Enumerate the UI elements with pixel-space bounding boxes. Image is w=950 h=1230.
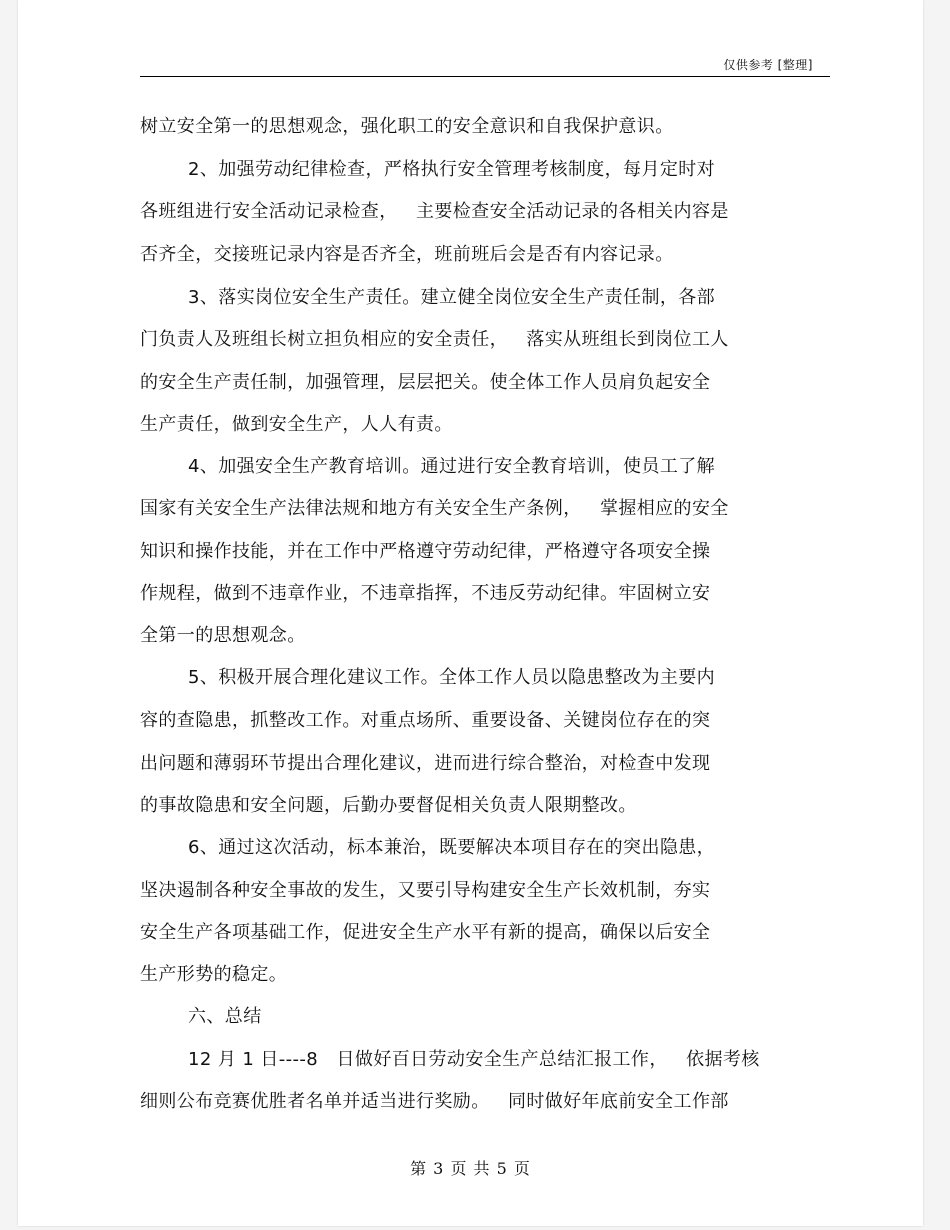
header-label: 仅供参考 [整理]	[723, 58, 813, 72]
body-line: 12 月 1 日----8 日做好百日劳动安全生产总结汇报工作， 依据考核	[188, 1049, 760, 1070]
page-number: 第 3 页 共 5 页	[410, 1159, 531, 1178]
body-line: 各班组进行安全活动记录检查， 主要检查安全活动记录的各相关内容是	[140, 201, 729, 222]
body-line: 树立安全第一的思想观念，强化职工的安全意识和自我保护意识。	[140, 116, 674, 137]
body-line: 容的查隐患，抓整改工作。对重点场所、重要设备、关键岗位存在的突	[140, 710, 711, 731]
body-line: 出问题和薄弱环节提出合理化建议，进而进行综合整治，对检查中发现	[140, 753, 711, 774]
body-line: 知识和操作技能，并在工作中严格遵守劳动纪律，严格遵守各项安全操	[140, 541, 711, 562]
body-line: 5、积极开展合理化建议工作。全体工作人员以隐患整改为主要内	[188, 667, 716, 688]
body-line: 6、通过这次活动，标本兼治，既要解决本项目存在的突出隐患，	[188, 837, 716, 858]
body-line: 全第一的思想观念。	[140, 625, 306, 646]
body-line: 3、落实岗位安全生产责任。建立健全岗位安全生产责任制，各部	[188, 287, 716, 308]
body-line: 国家有关安全生产法律法规和地方有关安全生产条例， 掌握相应的安全	[140, 498, 729, 519]
body-line: 安全生产各项基础工作，促进安全生产水平有新的提高，确保以后安全	[140, 922, 711, 943]
body-line: 的事故隐患和安全问题，后勤办要督促相关负责人限期整改。	[140, 795, 637, 816]
header-divider	[140, 76, 830, 77]
body-line: 的安全生产责任制，加强管理，层层把关。使全体工作人员肩负起安全	[140, 372, 711, 393]
body-line: 门负责人及班组长树立担负相应的安全责任， 落实从班组长到岗位工人	[140, 329, 729, 350]
body-line: 生产形势的稳定。	[140, 964, 288, 985]
document-page	[18, 0, 923, 1226]
body-line: 细则公布竞赛优胜者名单并适当进行奖励。 同时做好年底前安全工作部	[140, 1091, 729, 1112]
body-line: 坚决遏制各种安全事故的发生，又要引导构建安全生产长效机制，夯实	[140, 880, 711, 901]
body-line: 作规程，做到不违章作业，不违章指挥，不违反劳动纪律。牢固树立安	[140, 583, 711, 604]
body-line: 4、加强安全生产教育培训。通过进行安全教育培训，使员工了解	[188, 456, 716, 477]
section-heading: 六、总结	[188, 1006, 262, 1027]
body-line: 生产责任，做到安全生产，人人有责。	[140, 414, 453, 435]
body-line: 否齐全，交接班记录内容是否齐全，班前班后会是否有内容记录。	[140, 244, 674, 265]
body-line: 2、加强劳动纪律检查，严格执行安全管理考核制度，每月定时对	[188, 159, 716, 180]
